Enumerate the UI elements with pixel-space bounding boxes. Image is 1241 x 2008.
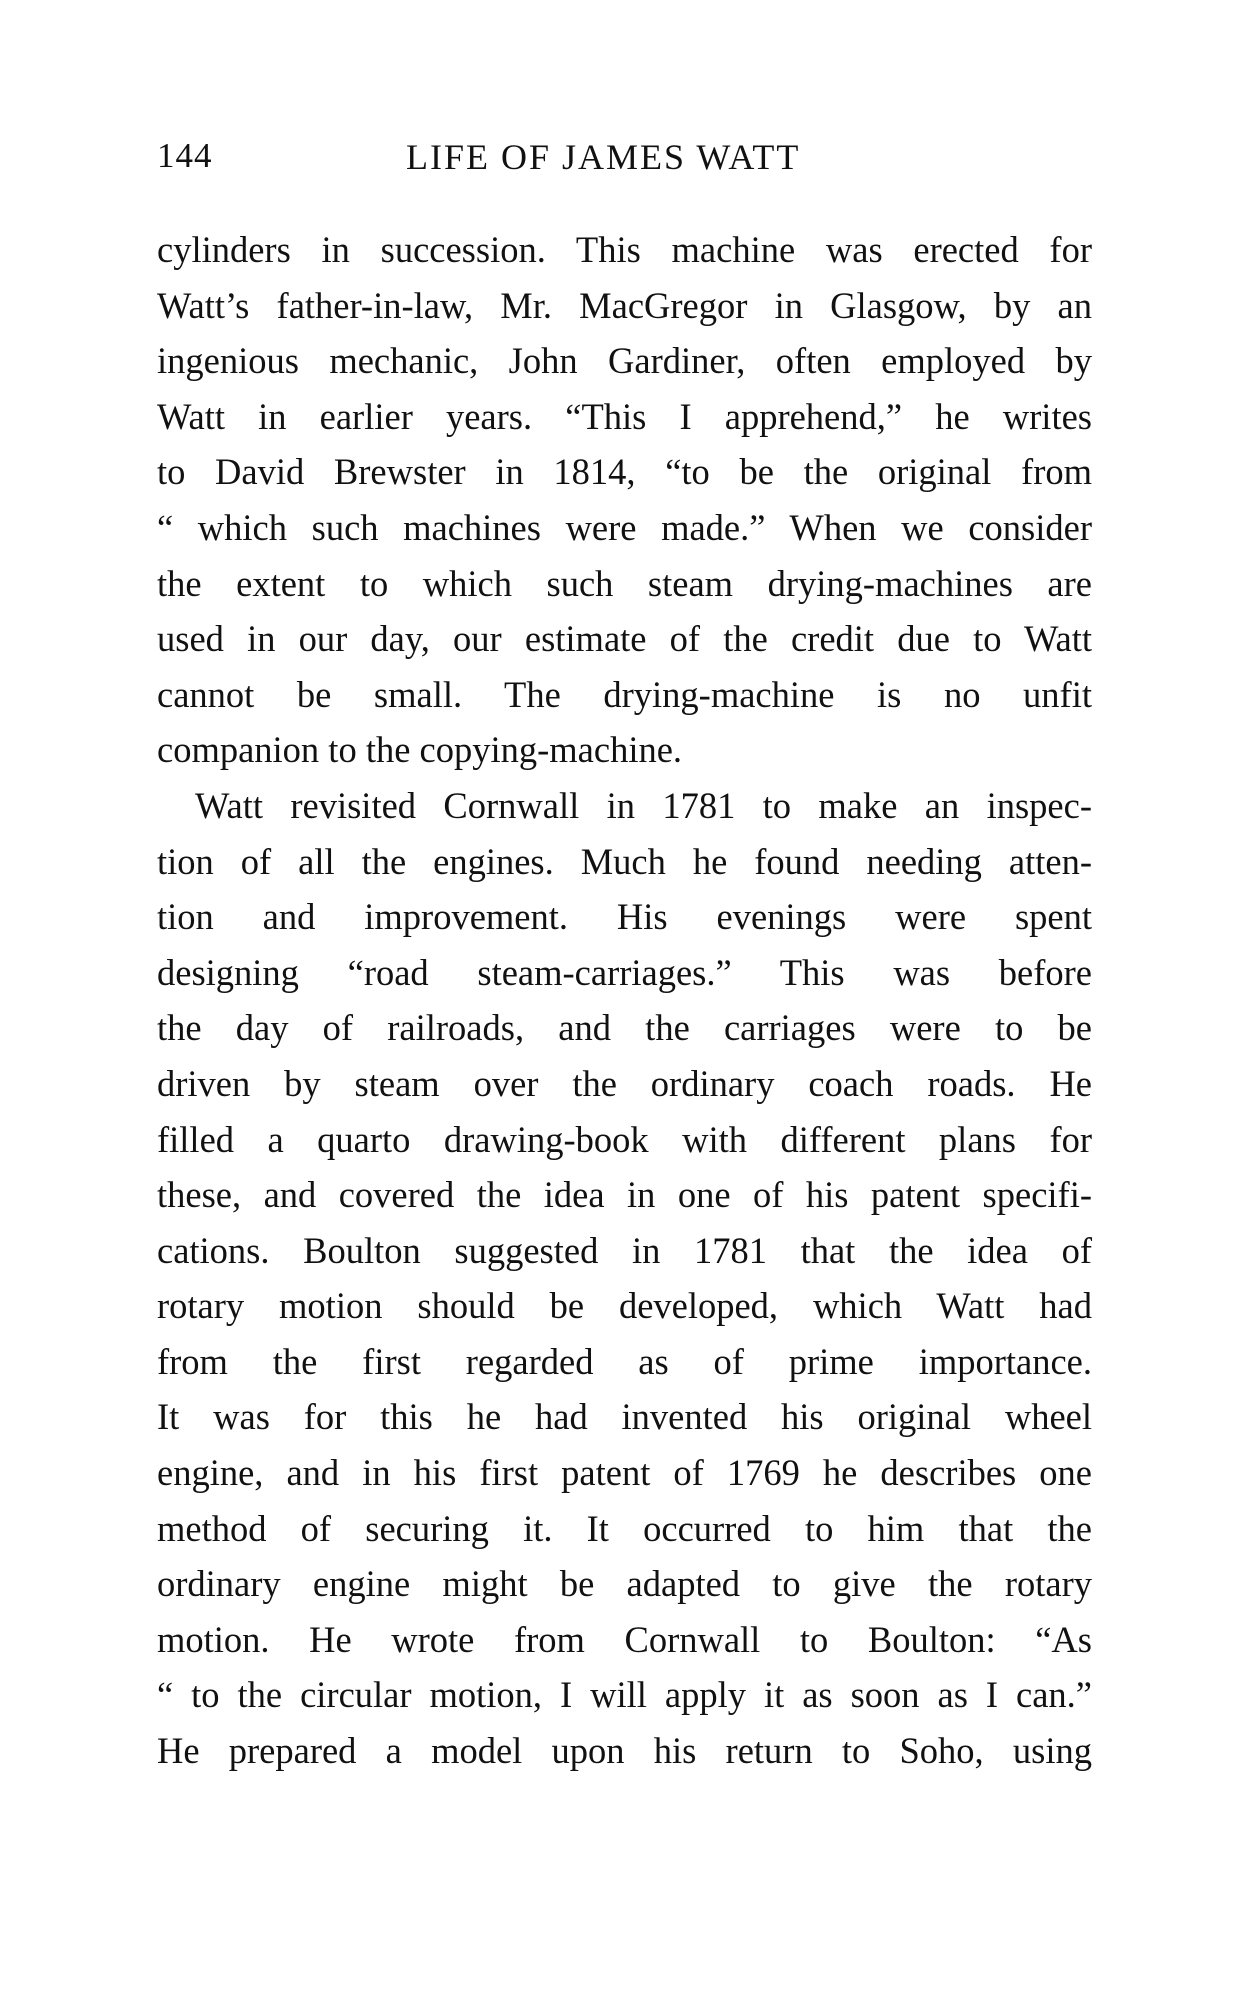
text-line: Watt’s father-in-law, Mr. MacGregor in Glasgow, by an: [157, 284, 1092, 326]
text-line: rotary motion should be developed, which Watt had: [157, 1285, 1092, 1327]
text-line: Watt revisited Cornwall in 1781 to make an inspec-: [195, 784, 1092, 826]
text-line: motion. He wrote from Cornwall to Boulton: “As: [157, 1618, 1092, 1660]
text-line: from the first regarded as of prime importance.: [157, 1340, 1092, 1382]
text-line: ingenious mechanic, John Gardiner, often employed by: [157, 340, 1092, 382]
text-line: cations. Boulton suggested in 1781 that the idea of: [157, 1229, 1092, 1271]
text-line: engine, and in his first patent of 1769 he describes one: [157, 1452, 1092, 1494]
text-line: “ which such machines were made.” When we consider: [157, 506, 1092, 548]
text-line: method of securing it. It occurred to him that the: [157, 1507, 1092, 1549]
text-line: driven by steam over the ordinary coach roads. He: [157, 1062, 1092, 1104]
text-line: It was for this he had invented his original wheel: [157, 1396, 1092, 1438]
text-line: ordinary engine might be adapted to give the rotary: [157, 1563, 1092, 1605]
running-head: LIFE OF JAMES WATT: [406, 137, 801, 177]
text-line: the day of railroads, and the carriages were to be: [157, 1007, 1092, 1049]
text-line: companion to the copying-machine.: [157, 729, 683, 771]
text-line: Watt in earlier years. “This I apprehend,” he writes: [157, 395, 1092, 437]
text-line: the extent to which such steam drying-machines are: [157, 562, 1092, 604]
text-line: filled a quarto drawing-book with different plans for: [157, 1118, 1092, 1160]
body-text: [157, 222, 1092, 1779]
text-line: He prepared a model upon his return to Soho, using: [157, 1730, 1092, 1772]
text-line: designing “road steam-carriages.” This was before: [157, 951, 1092, 993]
paragraph: [157, 222, 1092, 778]
text-line: tion of all the engines. Much he found needing atten-: [157, 840, 1092, 882]
text-line: used in our day, our estimate of the credit due to Watt: [157, 618, 1092, 660]
paragraph: [157, 778, 1092, 1779]
text-line: cylinders in succession. This machine was erected for: [157, 229, 1092, 270]
text-line: cannot be small. The drying-machine is no unfit: [157, 673, 1092, 715]
text-line: tion and improvement. His evenings were spent: [157, 896, 1092, 938]
text-line: “ to the circular motion, I will apply it as soon as I can.”: [157, 1674, 1092, 1716]
page-number: 144: [157, 136, 213, 175]
text-line: to David Brewster in 1814, “to be the original from: [157, 451, 1092, 493]
text-line: these, and covered the idea in one of his patent specifi-: [157, 1174, 1092, 1216]
page-header: [157, 136, 1092, 186]
